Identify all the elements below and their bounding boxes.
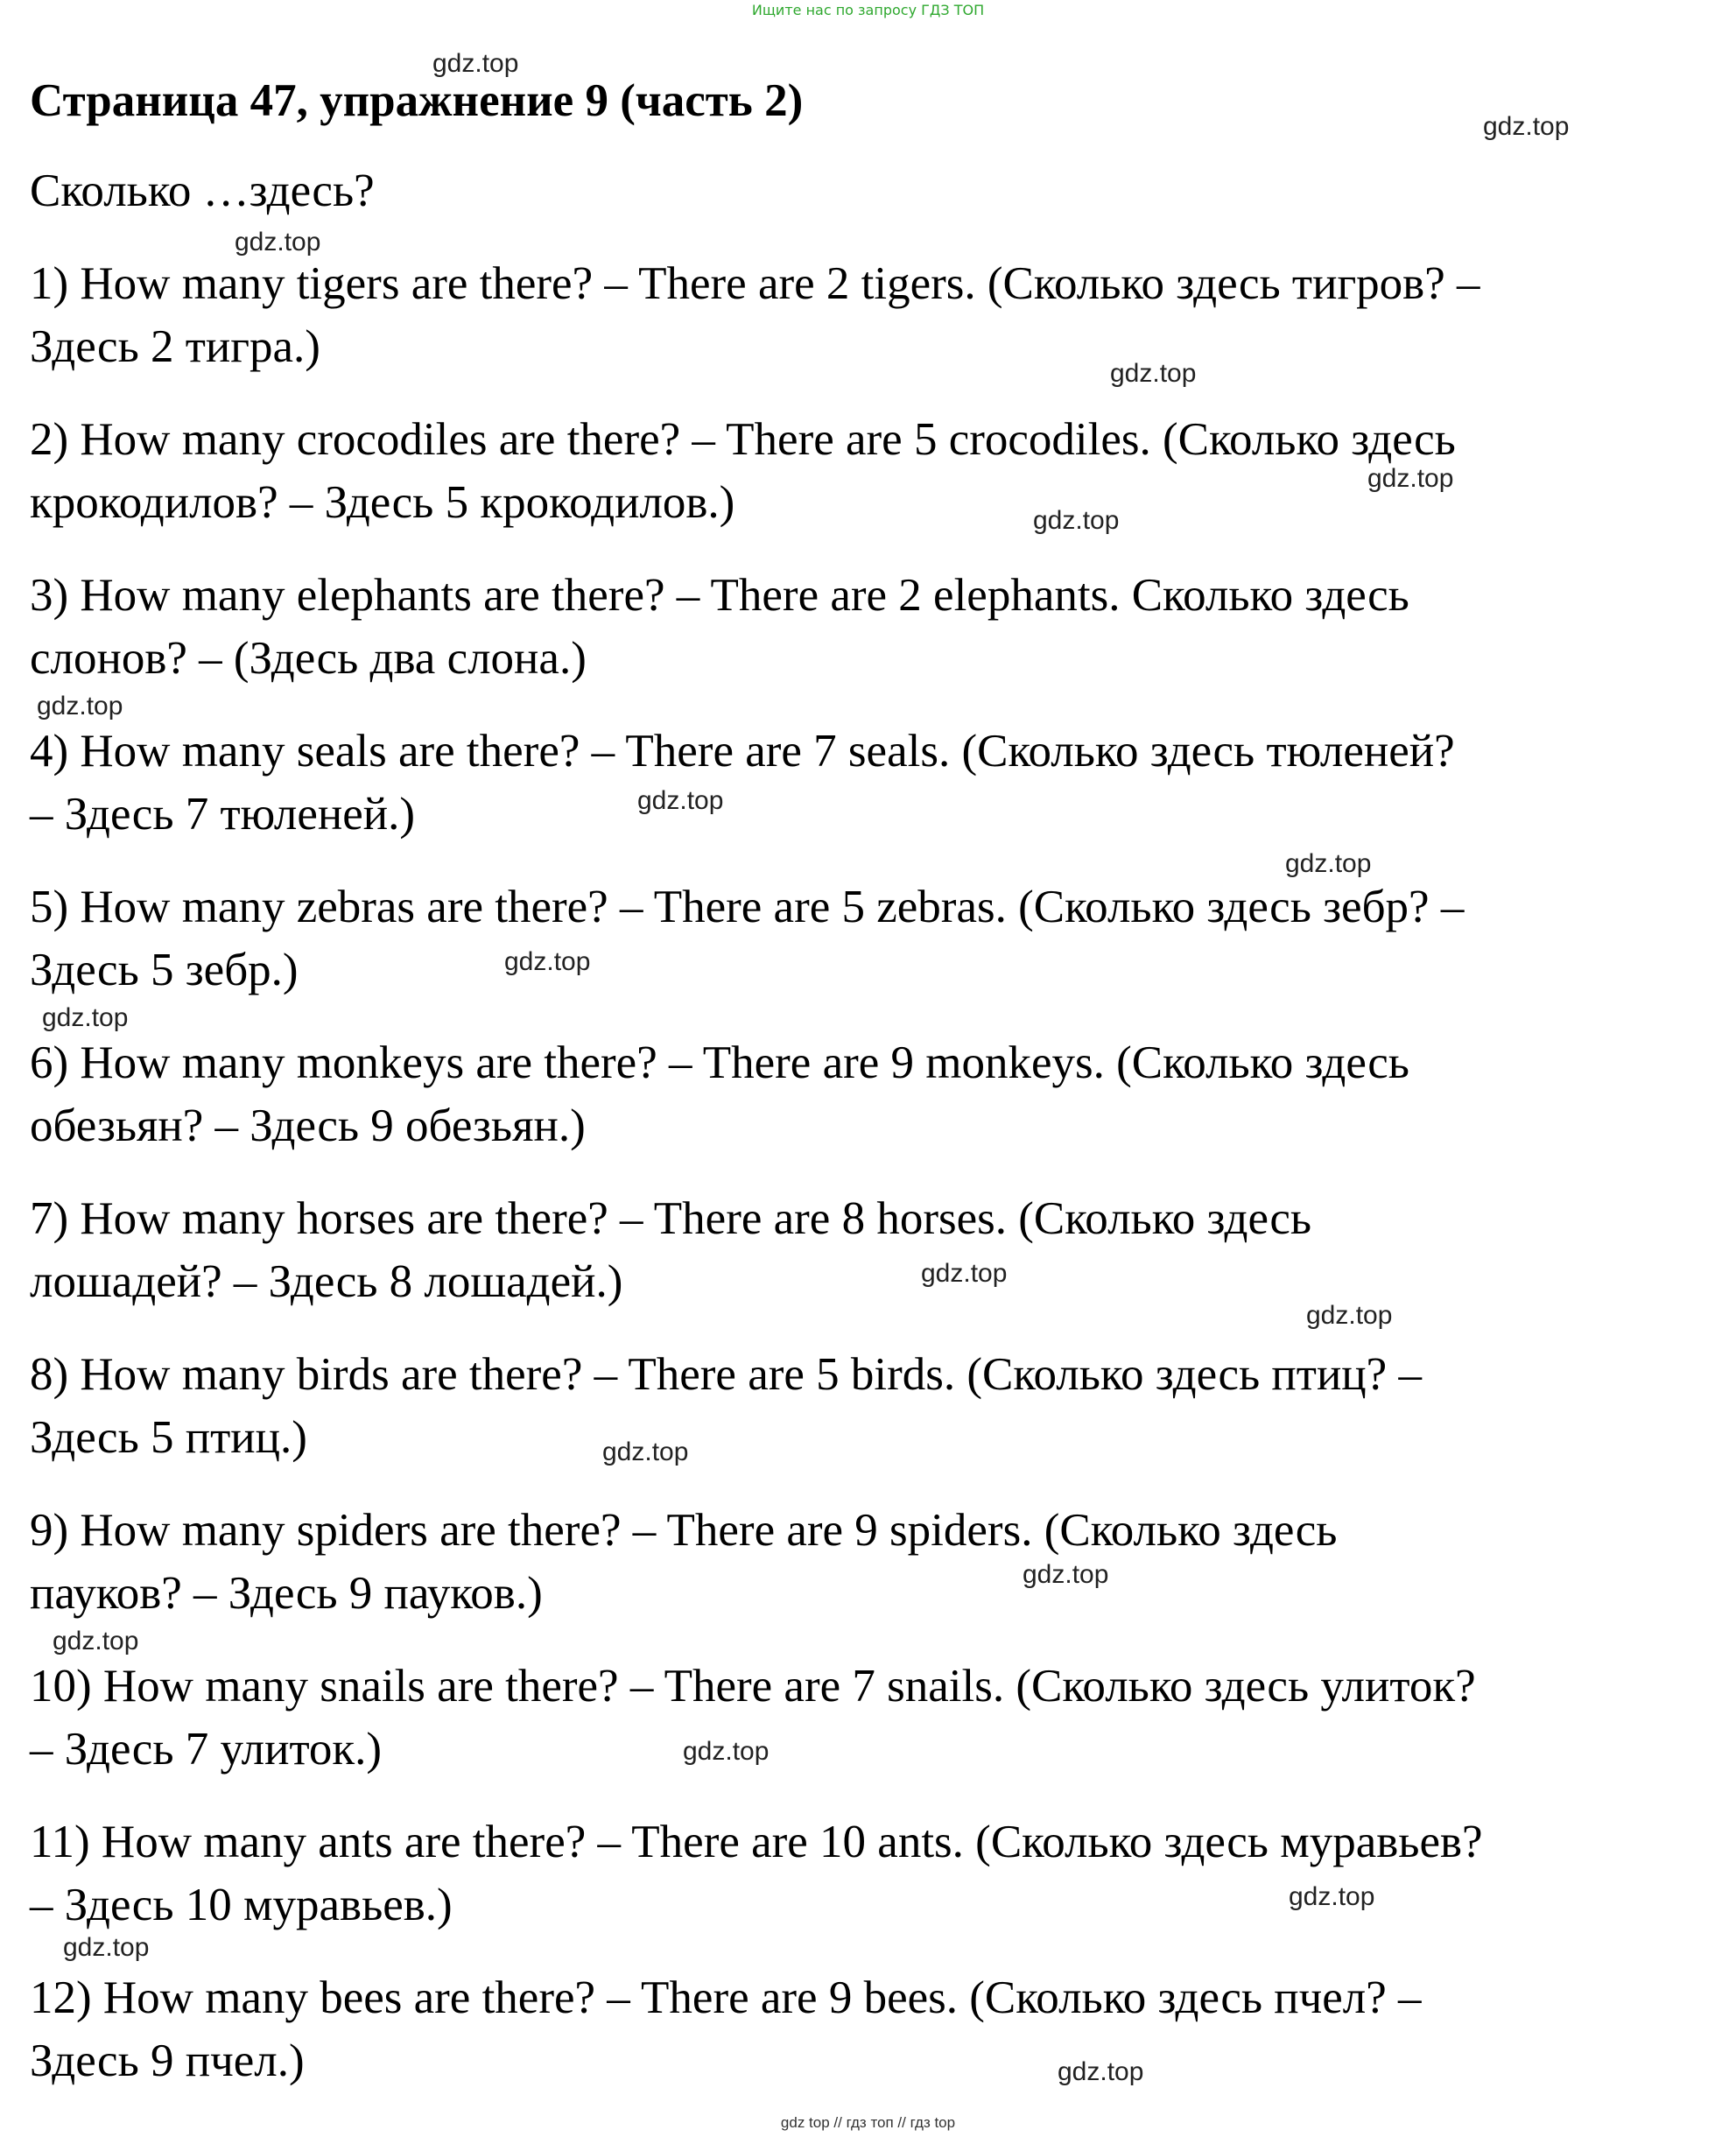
answer-line: – Здесь 10 муравьев.) [30,1880,453,1930]
answer-11 [30,1810,1693,1937]
watermark: gdz.top [432,49,519,78]
answer-line: 4) How many seals are there? – There are 7 seals. (Сколько здесь тюленей? [30,726,1455,777]
answer-line: 9) How many spiders are there? – There are 9 spiders. (Сколько здесь [30,1505,1338,1556]
answer-1 [30,252,1693,378]
answer-8 [30,1343,1693,1469]
watermark: gdz.top [42,1003,129,1032]
watermark: gdz.top [1483,112,1570,141]
answer-5 [30,875,1693,1002]
top-banner: Ищите нас по запросу ГДЗ ТОП [751,2,985,18]
watermark: gdz.top [1289,1882,1375,1911]
answer-line: 5) How many zebras are there? – There are 5 zebras. (Сколько здесь зебр? – [30,882,1465,932]
answer-9 [30,1499,1693,1625]
watermark: gdz.top [921,1259,1008,1288]
watermark: gdz.top [1058,2057,1144,2086]
answer-10 [30,1655,1693,1781]
watermark: gdz.top [235,228,321,257]
watermark: gdz.top [504,947,591,976]
answer-line: Здесь 9 пчел.) [30,2035,305,2086]
answer-line: Здесь 5 птиц.) [30,1412,307,1463]
answer-3 [30,564,1693,690]
watermark: gdz.top [1033,506,1120,535]
answer-line: крокодилов? – Здесь 5 крокодилов.) [30,477,735,528]
answer-line: 11) How many ants are there? – There are 10 ants. (Сколько здесь муравьев? [30,1817,1483,1867]
watermark: gdz.top [1367,464,1454,493]
subtitle: Сколько …здесь? [30,165,375,216]
watermark: gdz.top [637,786,724,815]
watermark: gdz.top [63,1933,150,1962]
answer-line: обезьян? – Здесь 9 обезьян.) [30,1100,586,1151]
answer-line: Здесь 5 зебр.) [30,945,299,995]
answer-7 [30,1187,1693,1313]
answer-line: Здесь 2 тигра.) [30,321,320,372]
watermark: gdz.top [53,1627,139,1655]
answer-line: лошадей? – Здесь 8 лошадей.) [30,1256,623,1307]
answer-line: 1) How many tigers are there? – There are 2 tigers. (Сколько здесь тигров? – [30,258,1480,309]
answer-line: 8) How many birds are there? – There are 5 birds. (Сколько здесь птиц? – [30,1349,1422,1400]
answer-12 [30,1966,1693,2092]
watermark: gdz.top [683,1737,770,1766]
watermark: gdz.top [1285,849,1372,878]
watermark: gdz.top [37,692,123,721]
answer-line: 12) How many bees are there? – There are 9 bees. (Сколько здесь пчел? – [30,1972,1422,2023]
answer-line: – Здесь 7 тюленей.) [30,789,416,840]
answer-4 [30,720,1693,846]
answer-line: – Здесь 7 улиток.) [30,1724,383,1775]
answer-line: 7) How many horses are there? – There are 8 horses. (Сколько здесь [30,1193,1312,1244]
answer-6 [30,1031,1693,1157]
footer-watermark: gdz top // гдз топ // гдз top [780,2114,956,2131]
answer-line: 3) How many elephants are there? – There are 2 elephants. Сколько здесь [30,570,1409,621]
answer-line: слонов? – (Здесь два слона.) [30,633,587,684]
answer-line: пауков? – Здесь 9 пауков.) [30,1568,543,1619]
answer-line: 6) How many monkeys are there? – There are 9 monkeys. (Сколько здесь [30,1037,1409,1088]
answer-line: 2) How many crocodiles are there? – There are 5 crocodiles. (Сколько здесь [30,414,1456,465]
watermark: gdz.top [1306,1301,1393,1330]
page-title: Страница 47, упражнение 9 (часть 2) [30,75,804,126]
watermark: gdz.top [1110,359,1197,388]
watermark: gdz.top [602,1438,689,1466]
watermark: gdz.top [1023,1560,1109,1589]
answer-line: 10) How many snails are there? – There are 7 snails. (Сколько здесь улиток? [30,1661,1476,1712]
